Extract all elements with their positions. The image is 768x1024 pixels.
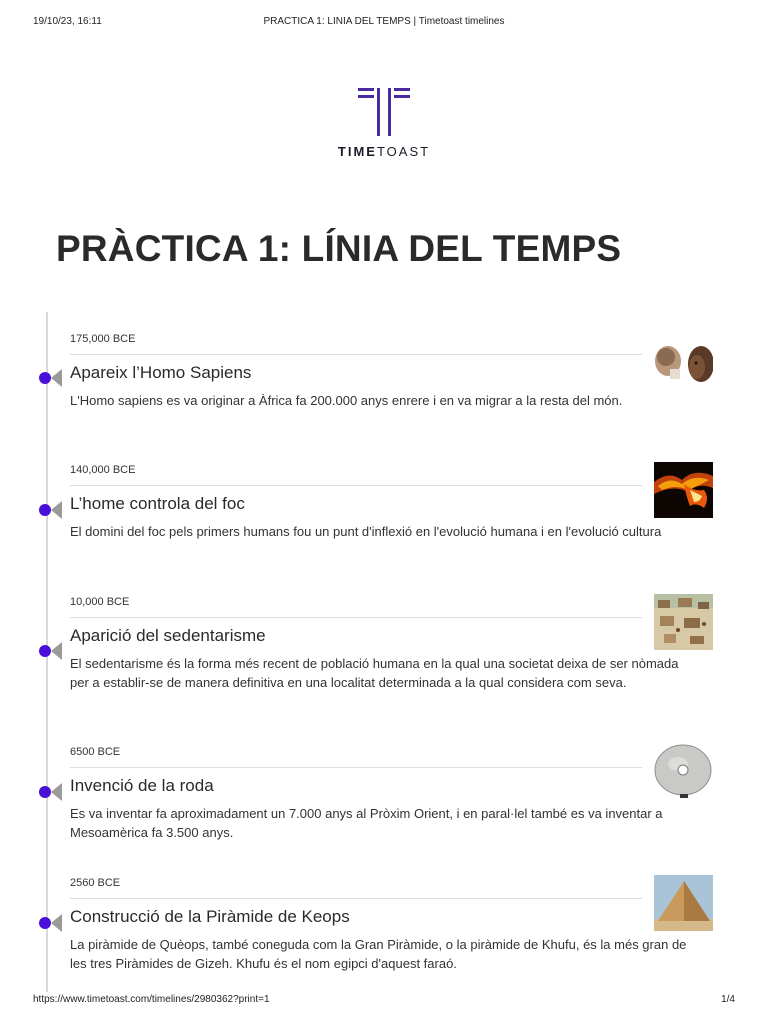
event-heading[interactable]: Aparició del sedentarisme [70, 626, 266, 645]
event-divider [70, 485, 642, 486]
timeline-dot-icon [39, 786, 51, 798]
print-header [33, 16, 735, 30]
print-datetime: 19/10/23, 16:11 [33, 16, 102, 27]
event-heading[interactable]: Apareix l’Homo Sapiens [70, 363, 252, 382]
event-heading[interactable]: Construcció de la Piràmide de Keops [70, 907, 350, 926]
event-date: 2560 BCE [70, 877, 121, 889]
timeline-pointer-icon [51, 501, 62, 519]
event-date: 175,000 BCE [70, 333, 136, 345]
event-description: La piràmide de Quèops, també coneguda com la Gran Piràmide, o la piràmide de Khufu, és la més gran de les tres Piràmides de Gizeh. Khufu és el nom egipci d'aquest faraó. [70, 937, 687, 971]
timeline-dot-icon [39, 504, 51, 516]
pyramid-image[interactable] [654, 875, 713, 931]
page-number: 1/4 [721, 994, 735, 1005]
settlement-image[interactable] [654, 594, 713, 650]
timeline-pointer-icon [51, 914, 62, 932]
event-description: L'Homo sapiens es va originar a Àfrica fa 200.000 anys enrere i en va migrar a la resta del món. [70, 393, 623, 408]
event-description: Es va inventar fa aproximadament un 7.000 anys al Pròxim Orient, i en paral·lel també es va inventar a Mesoamèrica fa 3.500 anys. [70, 806, 663, 840]
timeline-pointer-icon [51, 369, 62, 387]
timetoast-logo[interactable] [0, 88, 768, 159]
timeline-dot-icon [39, 372, 51, 384]
print-footer [33, 994, 735, 1008]
event-heading[interactable]: L’home controla del foc [70, 494, 245, 513]
timetoast-logo-icon [358, 88, 410, 136]
print-page-title: PRACTICA 1: LINIA DEL TEMPS | Timetoast timelines [263, 16, 505, 27]
homo-sapiens-skulls-image[interactable] [654, 339, 713, 395]
event-divider [70, 767, 642, 768]
timetoast-wordmark: TIMETOAST [337, 144, 431, 159]
event-divider [70, 898, 642, 899]
page-title: PRÀCTICA 1: LÍNIA DEL TEMPS [56, 228, 622, 269]
event-date: 10,000 BCE [70, 596, 130, 608]
event-description: El domini del foc pels primers humans fou un punt d'inflexió en l'evolució humana i en l'evolució cultura [70, 524, 662, 539]
stone-wheel-image[interactable] [654, 744, 713, 800]
print-url[interactable]: https://www.timetoast.com/timelines/2980362?print=1 [33, 994, 270, 1005]
fire-image[interactable] [654, 462, 713, 518]
event-divider [70, 617, 642, 618]
timeline-pointer-icon [51, 783, 62, 801]
event-heading[interactable]: Invenció de la roda [70, 776, 214, 795]
event-divider [70, 354, 642, 355]
timeline-dot-icon [39, 917, 51, 929]
timeline-dot-icon [39, 645, 51, 657]
event-date: 6500 BCE [70, 746, 121, 758]
event-date: 140,000 BCE [70, 464, 136, 476]
event-description: El sedentarisme és la forma més recent de població humana en la qual una societat deixa de ser nòmada per a establir-se de manera definitiva en una localitat determinada a la qual considera com seva. [70, 656, 679, 690]
timeline-pointer-icon [51, 642, 62, 660]
